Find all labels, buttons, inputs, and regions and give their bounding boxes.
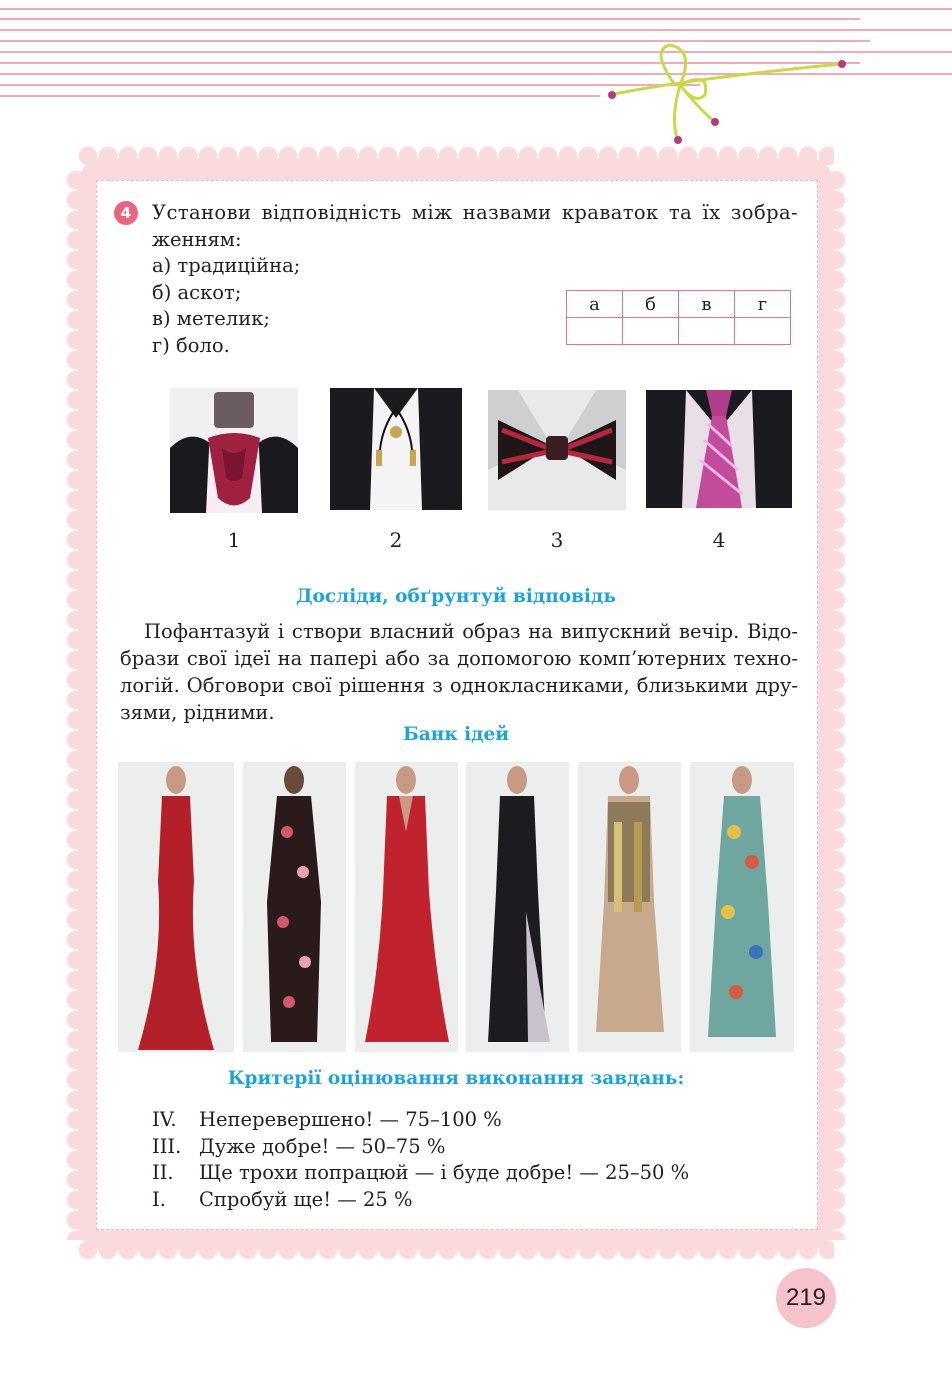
criteria-text: Ще трохи попрацюй — і буде добре! — 25–50 %: [199, 1161, 690, 1184]
answer-header-b: б: [623, 291, 679, 318]
task-line-2: женням:: [152, 227, 242, 251]
task-option-d: г) боло.: [152, 333, 230, 357]
research-line-1: Пофантазуй і створи власний образ на випускний вечір. Відо-: [144, 620, 798, 643]
task-option-c: в) метелик;: [152, 307, 270, 330]
answer-header-c: в: [679, 291, 735, 318]
tie-caption-1: 1: [227, 528, 241, 552]
floral-print-gown-photo: [690, 762, 794, 1052]
criteria-level: III.: [152, 1134, 182, 1158]
red-vneck-gown-photo: [355, 762, 458, 1052]
criteria-item: [152, 1134, 689, 1161]
criteria-text: Неперевершено! — 75–100 %: [199, 1108, 502, 1131]
research-line-4: зями, рідними.: [120, 701, 275, 724]
task-option-a: а) традиційна;: [152, 254, 301, 277]
answer-table: [566, 290, 791, 345]
tie-caption-2: 2: [389, 528, 403, 552]
answer-header-a: а: [567, 291, 623, 318]
criteria-item: [152, 1107, 689, 1134]
black-halter-gown-photo: [466, 762, 569, 1052]
criteria-list: [152, 1107, 689, 1213]
ribbon-bow-icon: [600, 40, 860, 150]
research-line-2: брази свої ідеї на папері або за допомогою комп’ютерних техно-: [120, 647, 798, 670]
answer-header-d: г: [735, 291, 791, 318]
criteria-level: II.: [152, 1161, 174, 1184]
tie-caption-3: 3: [550, 528, 564, 552]
criteria-item: [152, 1187, 689, 1214]
page-number: 219: [776, 1268, 836, 1328]
task-option-b: б) аскот;: [152, 280, 242, 304]
bolo-tie-photo: [330, 388, 462, 510]
task-line-1: Установи відповідність між назвами краваток та їх зобра-: [152, 201, 798, 224]
sequin-gown-photo: [578, 762, 681, 1052]
criteria-text: Спробуй ще! — 25 %: [199, 1187, 413, 1211]
tie-caption-4: 4: [712, 528, 726, 552]
research-paragraph: [120, 618, 798, 726]
answer-cell-d[interactable]: [735, 318, 791, 345]
traditional-tie-photo: [646, 390, 792, 508]
ideas-bank-heading: Банк ідей: [403, 724, 509, 745]
ascot-tie-photo: [170, 388, 298, 513]
answer-cell-a[interactable]: [567, 318, 623, 345]
answer-cell-c[interactable]: [679, 318, 735, 345]
criteria-heading: Критерії оцінювання виконання завдань:: [227, 1068, 685, 1089]
answer-cell-b[interactable]: [623, 318, 679, 345]
criteria-text: Дуже добре! — 50–75 %: [199, 1134, 446, 1158]
floral-black-gown-photo: [243, 762, 346, 1052]
research-heading: Досліди, обґрунтуй відповідь: [296, 586, 616, 607]
red-gown-photo: [118, 762, 234, 1052]
criteria-item: [152, 1160, 689, 1187]
research-line-3: логій. Обговори свої рішення з однокласниками, близькими дру-: [120, 674, 798, 697]
criteria-level: IV.: [152, 1108, 177, 1131]
task-number-badge: 4: [114, 201, 138, 225]
bow-tie-photo: [488, 390, 626, 510]
criteria-level: I.: [152, 1187, 166, 1211]
